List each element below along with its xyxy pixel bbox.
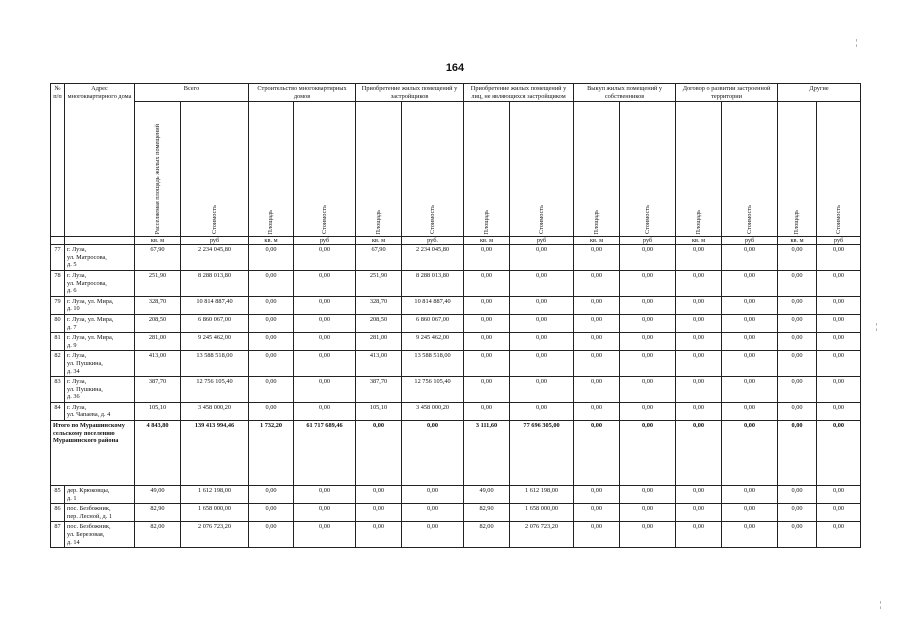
row-number: 84 bbox=[51, 402, 65, 420]
total-value: 61 717 689,46 bbox=[294, 421, 356, 486]
total-value: 77 696 305,00 bbox=[510, 421, 574, 486]
row-value: 0,00 bbox=[722, 402, 778, 420]
table-row bbox=[51, 333, 861, 351]
row-value: 0,00 bbox=[778, 351, 817, 377]
row-value: 0,00 bbox=[778, 402, 817, 420]
row-value: 10 814 887,40 bbox=[181, 296, 249, 314]
sub-header-cost: Стоимость bbox=[722, 102, 778, 237]
row-value: 0,00 bbox=[620, 314, 676, 332]
unit-cell-empty bbox=[65, 237, 135, 245]
row-value: 0,00 bbox=[676, 504, 722, 522]
row-value: 0,00 bbox=[778, 486, 817, 504]
row-value: 49,00 bbox=[464, 486, 510, 504]
row-value: 0,00 bbox=[294, 296, 356, 314]
row-value: 0,00 bbox=[817, 377, 861, 403]
sub-header-cost: Стоимость bbox=[402, 102, 464, 237]
row-value: 0,00 bbox=[294, 314, 356, 332]
unit-cell: кв. м bbox=[464, 237, 510, 245]
unit-cell: руб bbox=[294, 237, 356, 245]
row-number: 79 bbox=[51, 296, 65, 314]
row-value: 208,50 bbox=[135, 314, 181, 332]
row-value: 0,00 bbox=[574, 351, 620, 377]
group-header-construction: Строительство многоквартирных домов bbox=[249, 84, 356, 102]
row-value: 0,00 bbox=[676, 270, 722, 296]
row-value: 1 658 000,00 bbox=[510, 504, 574, 522]
row-number: 81 bbox=[51, 333, 65, 351]
scan-mark-top: ¦ bbox=[856, 38, 858, 47]
row-value: 0,00 bbox=[620, 486, 676, 504]
row-value: 208,50 bbox=[356, 314, 402, 332]
row-address: дер. Крюковцы, д. 1 bbox=[65, 486, 135, 504]
row-value: 0,00 bbox=[510, 333, 574, 351]
scan-mark-bottom: ¦ bbox=[880, 600, 882, 609]
row-value: 0,00 bbox=[510, 314, 574, 332]
row-value: 8 288 013,80 bbox=[402, 270, 464, 296]
row-value: 0,00 bbox=[817, 504, 861, 522]
row-value: 0,00 bbox=[817, 333, 861, 351]
row-value: 0,00 bbox=[574, 522, 620, 548]
row-value: 387,70 bbox=[135, 377, 181, 403]
row-value: 0,00 bbox=[722, 245, 778, 271]
sub-header-cost: Стоимость bbox=[181, 102, 249, 237]
row-value: 0,00 bbox=[402, 486, 464, 504]
sub-header-cost: Стоимость bbox=[817, 102, 861, 237]
row-value: 387,70 bbox=[356, 377, 402, 403]
unit-cell-empty bbox=[51, 237, 65, 245]
row-value: 49,00 bbox=[135, 486, 181, 504]
row-value: 0,00 bbox=[778, 377, 817, 403]
unit-cell: руб bbox=[510, 237, 574, 245]
table-row bbox=[51, 245, 861, 271]
row-value: 0,00 bbox=[510, 377, 574, 403]
row-value: 0,00 bbox=[249, 245, 294, 271]
sub-header-area: Площадь bbox=[464, 102, 510, 237]
row-value: 12 756 105,40 bbox=[181, 377, 249, 403]
row-value: 3 458 000,20 bbox=[402, 402, 464, 420]
row-value: 105,10 bbox=[135, 402, 181, 420]
unit-cell: руб. bbox=[402, 237, 464, 245]
sub-header-area: Площадь bbox=[249, 102, 294, 237]
row-address: г. Луза, ул. Мира, д. 7 bbox=[65, 314, 135, 332]
table-row bbox=[51, 522, 861, 548]
row-value: 0,00 bbox=[676, 333, 722, 351]
row-value: 0,00 bbox=[722, 504, 778, 522]
row-value: 0,00 bbox=[574, 504, 620, 522]
sub-header-row bbox=[51, 102, 861, 237]
row-value: 0,00 bbox=[620, 504, 676, 522]
sub-header-area: Площадь bbox=[356, 102, 402, 237]
table-row bbox=[51, 377, 861, 403]
unit-cell: кв. м bbox=[778, 237, 817, 245]
total-value: 0,00 bbox=[574, 421, 620, 486]
row-value: 0,00 bbox=[294, 486, 356, 504]
row-value: 8 288 013,80 bbox=[181, 270, 249, 296]
row-value: 328,70 bbox=[135, 296, 181, 314]
row-value: 2 234 045,80 bbox=[181, 245, 249, 271]
row-value: 0,00 bbox=[249, 377, 294, 403]
row-value: 0,00 bbox=[574, 245, 620, 271]
total-label: Итого по Мурашинскому сельскому поселению Мурашинского района bbox=[51, 421, 135, 486]
row-value: 0,00 bbox=[817, 351, 861, 377]
row-value: 13 588 518,00 bbox=[402, 351, 464, 377]
row-value: 2 234 045,80 bbox=[402, 245, 464, 271]
housing-table bbox=[50, 83, 861, 548]
row-number: 80 bbox=[51, 314, 65, 332]
total-value: 0,00 bbox=[722, 421, 778, 486]
row-value: 13 588 518,00 bbox=[181, 351, 249, 377]
row-value: 0,00 bbox=[402, 504, 464, 522]
row-value: 0,00 bbox=[676, 522, 722, 548]
group-header-other: Другие bbox=[778, 84, 861, 102]
row-value: 0,00 bbox=[778, 333, 817, 351]
row-value: 0,00 bbox=[778, 270, 817, 296]
row-value: 2 076 723,20 bbox=[181, 522, 249, 548]
total-value: 0,00 bbox=[817, 421, 861, 486]
row-value: 0,00 bbox=[817, 270, 861, 296]
row-address: г. Луза, ул. Мира, д. 9 bbox=[65, 333, 135, 351]
row-value: 281,00 bbox=[356, 333, 402, 351]
row-value: 9 245 462,00 bbox=[402, 333, 464, 351]
total-value: 139 413 994,46 bbox=[181, 421, 249, 486]
row-value: 0,00 bbox=[249, 486, 294, 504]
unit-cell: руб bbox=[181, 237, 249, 245]
row-value: 0,00 bbox=[722, 351, 778, 377]
sub-header-cost: Стоимость bbox=[294, 102, 356, 237]
row-value: 10 814 887,40 bbox=[402, 296, 464, 314]
row-value: 0,00 bbox=[574, 270, 620, 296]
row-value: 0,00 bbox=[722, 270, 778, 296]
row-number: 82 bbox=[51, 351, 65, 377]
row-value: 328,70 bbox=[356, 296, 402, 314]
row-value: 1 658 000,00 bbox=[181, 504, 249, 522]
total-value: 3 111,60 bbox=[464, 421, 510, 486]
row-value: 0,00 bbox=[620, 377, 676, 403]
row-address: г. Луза, ул. Матросова, д. 5 bbox=[65, 245, 135, 271]
row-value: 0,00 bbox=[464, 296, 510, 314]
row-number: 83 bbox=[51, 377, 65, 403]
row-value: 0,00 bbox=[620, 351, 676, 377]
row-value: 1 612 198,00 bbox=[181, 486, 249, 504]
row-address: г. Луза, ул. Матросова, д. 6 bbox=[65, 270, 135, 296]
row-value: 0,00 bbox=[620, 245, 676, 271]
row-value: 0,00 bbox=[294, 270, 356, 296]
sub-header-cost: Стоимость bbox=[510, 102, 574, 237]
sub-header-area: Площадь bbox=[778, 102, 817, 237]
row-value: 413,00 bbox=[135, 351, 181, 377]
col-no-header: № п/п bbox=[51, 84, 65, 237]
row-value: 0,00 bbox=[356, 486, 402, 504]
row-value: 2 076 723,20 bbox=[510, 522, 574, 548]
sub-header-cost: Стоимость bbox=[620, 102, 676, 237]
row-value: 0,00 bbox=[817, 486, 861, 504]
row-value: 82,00 bbox=[464, 522, 510, 548]
group-header-buyout: Выкуп жилых помещений у собственников bbox=[574, 84, 676, 102]
sub-header-area: Площадь bbox=[574, 102, 620, 237]
row-value: 0,00 bbox=[676, 296, 722, 314]
row-value: 0,00 bbox=[249, 296, 294, 314]
row-number: 87 bbox=[51, 522, 65, 548]
unit-cell: кв. м bbox=[676, 237, 722, 245]
row-value: 0,00 bbox=[510, 270, 574, 296]
row-value: 0,00 bbox=[722, 296, 778, 314]
row-value: 105,10 bbox=[356, 402, 402, 420]
row-value: 0,00 bbox=[464, 314, 510, 332]
total-value: 1 732,20 bbox=[249, 421, 294, 486]
row-value: 0,00 bbox=[356, 522, 402, 548]
row-value: 0,00 bbox=[249, 504, 294, 522]
row-value: 1 612 198,00 bbox=[510, 486, 574, 504]
row-value: 12 756 105,40 bbox=[402, 377, 464, 403]
page-number: 164 bbox=[445, 62, 465, 74]
row-value: 0,00 bbox=[620, 402, 676, 420]
row-value: 0,00 bbox=[464, 377, 510, 403]
row-value: 0,00 bbox=[294, 504, 356, 522]
row-value: 0,00 bbox=[249, 402, 294, 420]
total-value: 0,00 bbox=[676, 421, 722, 486]
unit-cell: руб bbox=[722, 237, 778, 245]
row-value: 0,00 bbox=[510, 296, 574, 314]
row-value: 82,90 bbox=[464, 504, 510, 522]
row-number: 77 bbox=[51, 245, 65, 271]
row-value: 0,00 bbox=[464, 270, 510, 296]
row-value: 0,00 bbox=[356, 504, 402, 522]
row-value: 0,00 bbox=[778, 245, 817, 271]
row-value: 0,00 bbox=[676, 314, 722, 332]
row-value: 0,00 bbox=[620, 522, 676, 548]
col-address-header: Адрес многоквартирного дома bbox=[65, 84, 135, 237]
row-value: 0,00 bbox=[620, 270, 676, 296]
row-value: 0,00 bbox=[249, 333, 294, 351]
row-value: 0,00 bbox=[778, 522, 817, 548]
row-value: 0,00 bbox=[676, 402, 722, 420]
row-value: 0,00 bbox=[294, 333, 356, 351]
row-value: 6 860 067,00 bbox=[402, 314, 464, 332]
table-body bbox=[51, 245, 861, 548]
row-value: 0,00 bbox=[676, 486, 722, 504]
row-value: 6 860 067,00 bbox=[181, 314, 249, 332]
row-value: 0,00 bbox=[574, 377, 620, 403]
row-address: г. Луза, ул. Пушкина, д. 36 bbox=[65, 377, 135, 403]
unit-cell: кв. м bbox=[574, 237, 620, 245]
row-number: 85 bbox=[51, 486, 65, 504]
row-value: 82,90 bbox=[135, 504, 181, 522]
sub-header-area: Площадь bbox=[676, 102, 722, 237]
unit-cell: руб bbox=[620, 237, 676, 245]
row-value: 0,00 bbox=[817, 402, 861, 420]
row-value: 0,00 bbox=[464, 333, 510, 351]
row-value: 0,00 bbox=[464, 402, 510, 420]
group-header-development-contract: Договор о развитии застроенной территории bbox=[676, 84, 778, 102]
row-value: 0,00 bbox=[249, 270, 294, 296]
row-value: 0,00 bbox=[817, 314, 861, 332]
row-value: 0,00 bbox=[464, 245, 510, 271]
group-header-purchase-developers: Приобретение жилых помещений у застройщиков bbox=[356, 84, 464, 102]
row-value: 0,00 bbox=[722, 522, 778, 548]
row-value: 0,00 bbox=[722, 486, 778, 504]
row-value: 0,00 bbox=[817, 296, 861, 314]
row-value: 0,00 bbox=[249, 351, 294, 377]
row-value: 0,00 bbox=[676, 351, 722, 377]
row-value: 251,90 bbox=[356, 270, 402, 296]
row-value: 0,00 bbox=[722, 314, 778, 332]
row-value: 0,00 bbox=[510, 245, 574, 271]
total-row bbox=[51, 421, 861, 486]
unit-cell: кв. м bbox=[249, 237, 294, 245]
scan-mark-right: ¦ bbox=[876, 322, 878, 331]
table-row bbox=[51, 402, 861, 420]
row-value: 0,00 bbox=[402, 522, 464, 548]
table-row bbox=[51, 504, 861, 522]
table-row bbox=[51, 314, 861, 332]
total-value: 0,00 bbox=[402, 421, 464, 486]
row-value: 0,00 bbox=[510, 402, 574, 420]
row-value: 0,00 bbox=[778, 296, 817, 314]
row-value: 0,00 bbox=[620, 296, 676, 314]
unit-cell: руб bbox=[817, 237, 861, 245]
group-header-row bbox=[51, 84, 861, 102]
row-value: 0,00 bbox=[294, 377, 356, 403]
row-address: г. Луза, ул. Пушкина, д. 34 bbox=[65, 351, 135, 377]
row-value: 0,00 bbox=[722, 377, 778, 403]
row-value: 9 245 462,00 bbox=[181, 333, 249, 351]
row-value: 0,00 bbox=[722, 333, 778, 351]
unit-cell: кв. м bbox=[356, 237, 402, 245]
row-value: 0,00 bbox=[676, 245, 722, 271]
row-value: 0,00 bbox=[620, 333, 676, 351]
row-number: 86 bbox=[51, 504, 65, 522]
total-value: 0,00 bbox=[778, 421, 817, 486]
table-row bbox=[51, 296, 861, 314]
row-value: 0,00 bbox=[574, 333, 620, 351]
row-value: 82,00 bbox=[135, 522, 181, 548]
row-value: 0,00 bbox=[574, 486, 620, 504]
table-row bbox=[51, 351, 861, 377]
row-value: 0,00 bbox=[249, 522, 294, 548]
row-value: 0,00 bbox=[294, 522, 356, 548]
row-value: 0,00 bbox=[574, 314, 620, 332]
row-value: 0,00 bbox=[778, 314, 817, 332]
unit-row bbox=[51, 237, 861, 245]
row-value: 0,00 bbox=[574, 296, 620, 314]
row-value: 0,00 bbox=[294, 245, 356, 271]
row-value: 0,00 bbox=[676, 377, 722, 403]
row-value: 0,00 bbox=[249, 314, 294, 332]
group-header-total: Всего bbox=[135, 84, 249, 102]
group-header-purchase-non-developers: Приобретение жилых помещений у лиц, не являющихся застройщиком bbox=[464, 84, 574, 102]
row-address: г. Луза, ул. Чапаева, д. 4 bbox=[65, 402, 135, 420]
row-value: 0,00 bbox=[817, 522, 861, 548]
row-value: 0,00 bbox=[294, 351, 356, 377]
row-number: 78 bbox=[51, 270, 65, 296]
row-value: 0,00 bbox=[464, 351, 510, 377]
table-row bbox=[51, 270, 861, 296]
row-address: пос. Безбожник, ул. Березовая, д. 14 bbox=[65, 522, 135, 548]
row-value: 67,90 bbox=[135, 245, 181, 271]
table-row bbox=[51, 486, 861, 504]
row-value: 67,90 bbox=[356, 245, 402, 271]
row-value: 0,00 bbox=[510, 351, 574, 377]
unit-cell: кв. м bbox=[135, 237, 181, 245]
row-value: 0,00 bbox=[294, 402, 356, 420]
total-value: 4 843,80 bbox=[135, 421, 181, 486]
row-address: г. Луза, ул. Мира, д. 10 bbox=[65, 296, 135, 314]
sub-header-total-area: Расселяемая площадь жилых помещений bbox=[135, 102, 181, 237]
total-value: 0,00 bbox=[356, 421, 402, 486]
row-address: пос. Безбожник, пер. Лесной, д. 1 bbox=[65, 504, 135, 522]
total-value: 0,00 bbox=[620, 421, 676, 486]
row-value: 0,00 bbox=[778, 504, 817, 522]
row-value: 0,00 bbox=[574, 402, 620, 420]
row-value: 0,00 bbox=[817, 245, 861, 271]
row-value: 281,00 bbox=[135, 333, 181, 351]
row-value: 251,90 bbox=[135, 270, 181, 296]
row-value: 3 458 000,20 bbox=[181, 402, 249, 420]
row-value: 413,00 bbox=[356, 351, 402, 377]
